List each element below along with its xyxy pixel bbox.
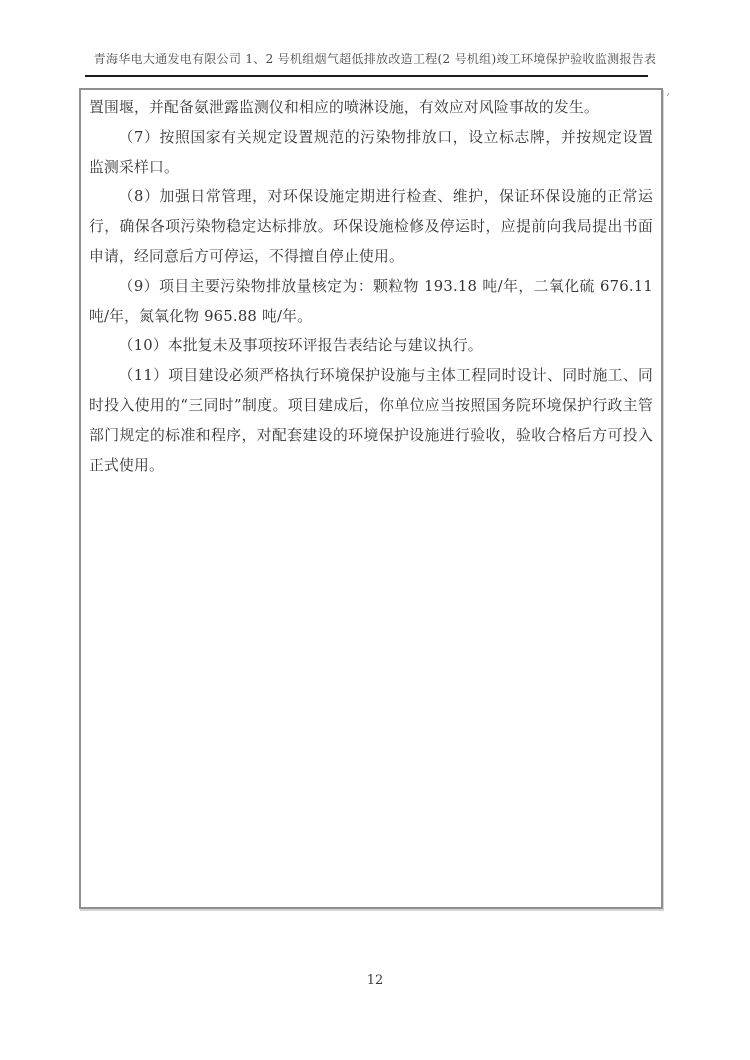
body-paragraph-continuation: 置围堰，并配备氨泄露监测仪和相应的喷淋设施，有效应对风险事故的发生。 [89, 99, 599, 116]
report-header-title: 青海华电大通发电有限公司 1、2 号机组烟气超低排放改造工程(2 号机组)竣工环境保护验收监测报告表 [93, 52, 657, 66]
scan-artifact-mark-icon: ʼ [663, 90, 671, 106]
header-rule-divider [85, 75, 648, 77]
page-number: 12 [366, 973, 384, 988]
body-paragraph-item-7: （7）按照国家有关规定设置规范的污染物排放口，设立标志牌，并按规定设置监测采样口。 [89, 128, 653, 176]
body-paragraph-item-8: （8）加强日常管理，对环保设施定期进行检查、维护，保证环保设施的正常运行，确保各项污染物稳定达标排放。环保设施检修及停运时，应提前向我局提出书面申请，经同意后方可停运，不得擅自停止使用。 [89, 188, 653, 265]
body-paragraph-item-10: （10）本批复未及事项按环评报告表结论与建议执行。 [118, 337, 483, 355]
body-paragraph-item-9: （9）项目主要污染物排放量核定为：颗粒物 193.18 吨/年，二氧化硫 676.11 吨/年，氮氧化物 965.88 吨/年。 [89, 277, 653, 325]
report-content-cell [79, 88, 663, 909]
body-paragraph-item-11: （11）项目建设必须严格执行环境保护设施与主体工程同时设计、同时施工、同时投入使用的“三同时”制度。项目建成后，你单位应当按照国务院环境保护行政主管部门规定的标准和程序，对配套建设的环境保护设施进行验收，验收合格后方可投入正式使用。 [89, 367, 653, 474]
